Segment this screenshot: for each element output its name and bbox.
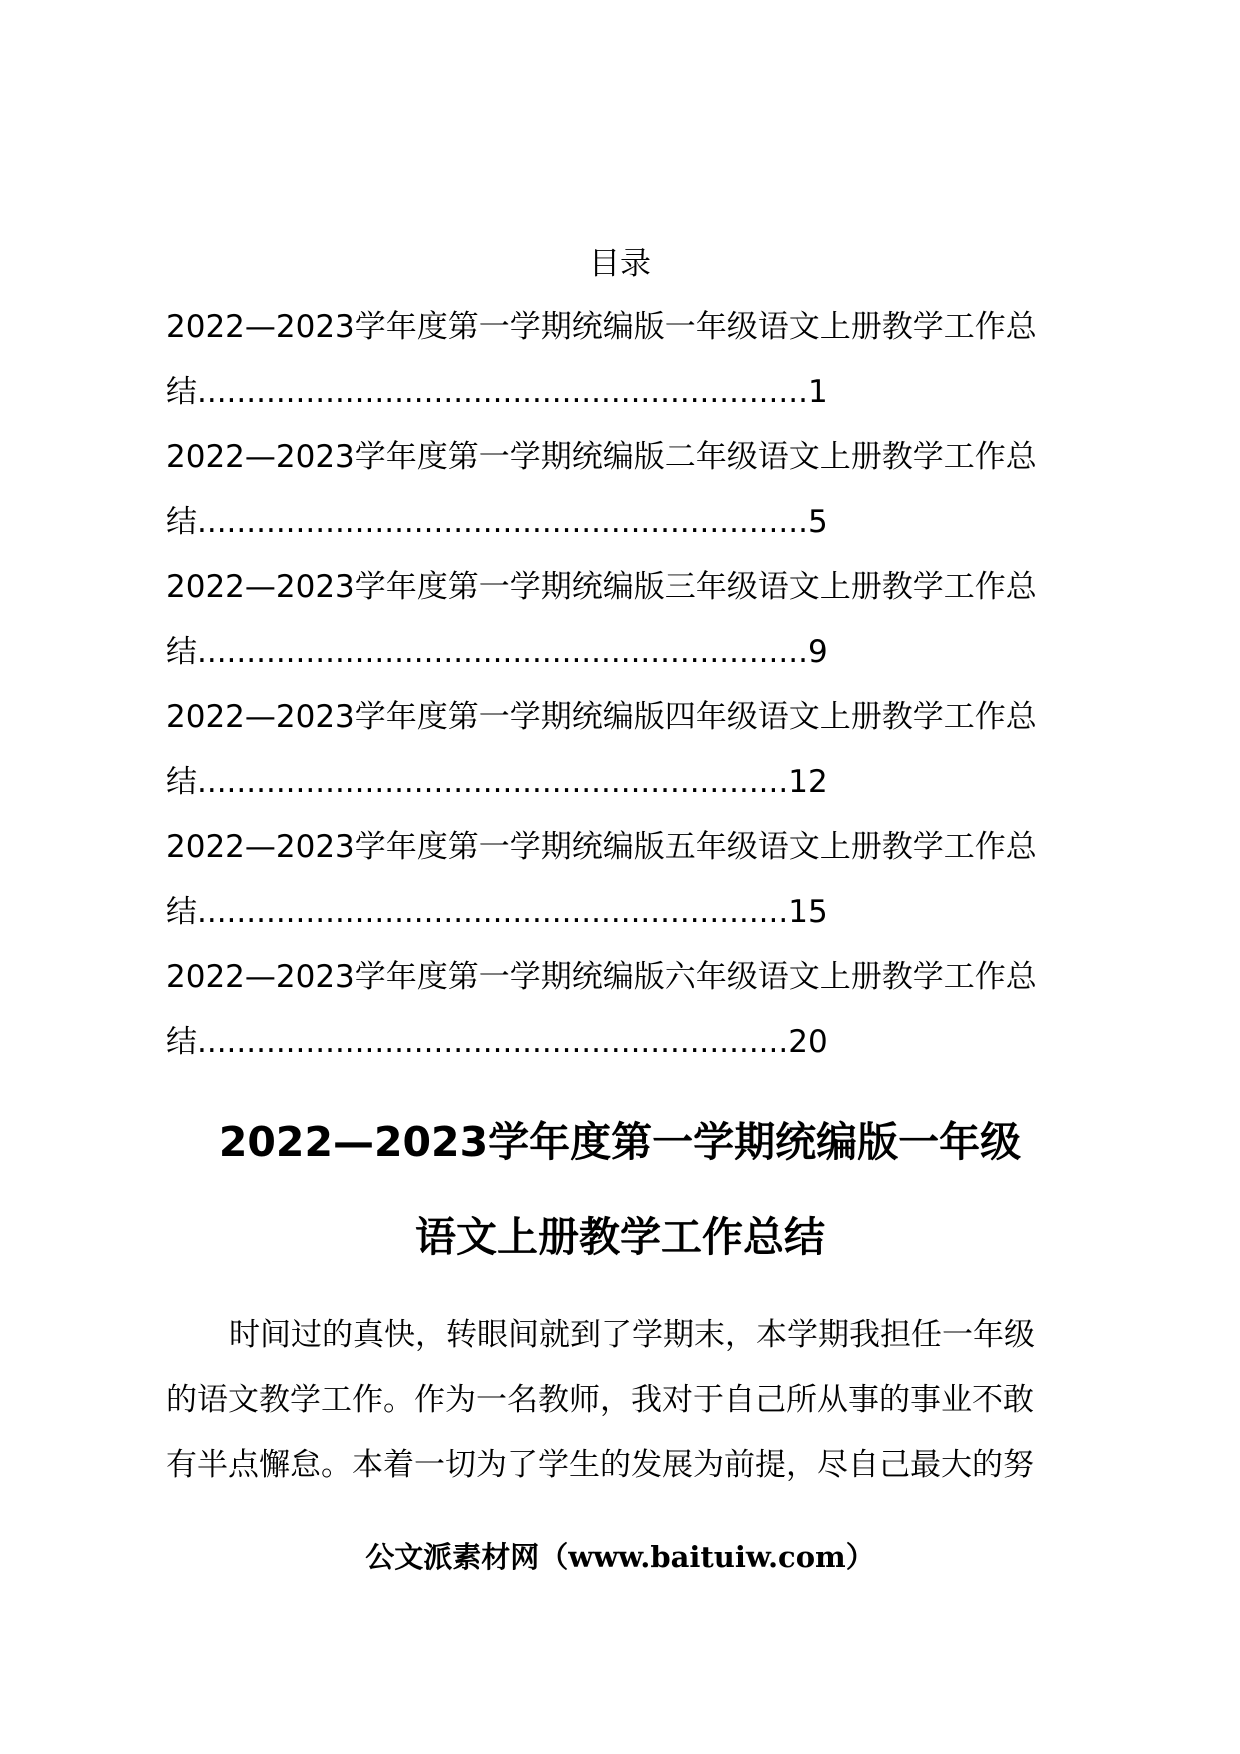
toc-entry-title: 2022—2023学年度第一学期统编版四年级语文上册教学工作总 [166, 699, 1037, 735]
toc-entry[interactable] [166, 306, 1106, 436]
toc-entry-title-tail: 结 [166, 894, 197, 930]
toc-entry-title-tail: 结 [166, 504, 197, 540]
body-line: 时间过的真快，转眼间就到了学期末，本学期我担任一年级 [229, 1317, 1035, 1353]
toc-entry-title: 2022—2023学年度第一学期统编版二年级语文上册教学工作总 [166, 439, 1037, 475]
toc-entry[interactable] [166, 956, 1106, 1086]
toc-entry[interactable] [166, 566, 1106, 696]
toc-leader-dots: ............................................................ [197, 1024, 789, 1060]
toc-leader-dots: .............................................................. [197, 634, 808, 670]
toc-entry[interactable] [166, 826, 1106, 956]
toc-entry-title-tail: 结 [166, 1024, 197, 1060]
toc-page-number: 1 [807, 374, 828, 410]
toc-leader-dots: ............................................................ [197, 894, 789, 930]
toc-page-number: 5 [807, 504, 828, 540]
toc-entry-title: 2022—2023学年度第一学期统编版三年级语文上册教学工作总 [166, 569, 1037, 605]
toc-leader-dots: .............................................................. [197, 374, 808, 410]
toc-entry-title: 2022—2023学年度第一学期统编版一年级语文上册教学工作总 [166, 309, 1037, 345]
toc-entry[interactable] [166, 436, 1106, 566]
toc-page-number: 15 [788, 894, 828, 930]
document-title-line-2: 语文上册教学工作总结 [415, 1213, 825, 1261]
toc-entry-leader [166, 371, 1106, 436]
toc-title: 目录 [589, 246, 651, 282]
document-title-line-1: 2022—2023学年度第一学期统编版一年级 [218, 1118, 1022, 1166]
toc-entry[interactable] [166, 696, 1106, 826]
toc-entry-leader [166, 761, 1106, 826]
body-line: 的语文教学工作。作为一名教师，我对于自己所从事的事业不敢 [166, 1382, 1034, 1418]
toc-page-number: 12 [788, 764, 828, 800]
toc-page-number: 9 [807, 634, 828, 670]
toc-entry-title: 2022—2023学年度第一学期统编版五年级语文上册教学工作总 [166, 829, 1037, 865]
toc-entry-title-tail: 结 [166, 764, 197, 800]
table-of-contents [166, 306, 1106, 1086]
toc-entry-leader [166, 1021, 1106, 1086]
toc-entry-title: 2022—2023学年度第一学期统编版六年级语文上册教学工作总 [166, 959, 1037, 995]
toc-leader-dots: .............................................................. [197, 504, 808, 540]
footer-watermark: 公文派素材网（www.baituiw.com） [365, 1540, 875, 1574]
toc-entry-title-tail: 结 [166, 634, 197, 670]
toc-leader-dots: ............................................................ [197, 764, 789, 800]
toc-entry-leader [166, 891, 1106, 956]
body-line: 有半点懈怠。本着一切为了学生的发展为前提，尽自己最大的努 [166, 1447, 1034, 1483]
body-paragraph [166, 1303, 1096, 1498]
toc-entry-leader [166, 501, 1106, 566]
toc-page-number: 20 [788, 1024, 828, 1060]
toc-entry-title-tail: 结 [166, 374, 197, 410]
toc-entry-leader [166, 631, 1106, 696]
